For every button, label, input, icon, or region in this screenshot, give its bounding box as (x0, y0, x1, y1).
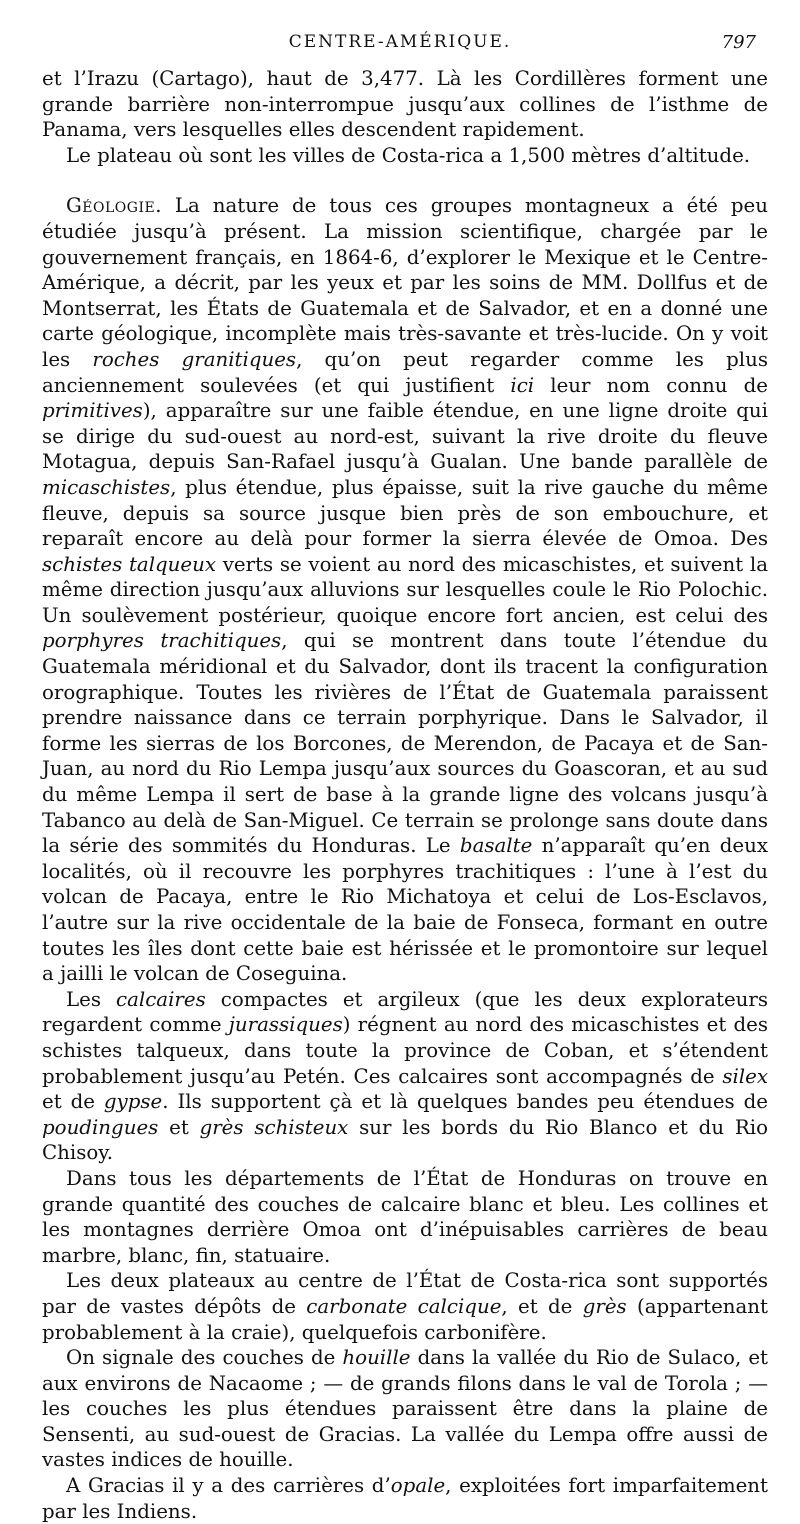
italic-term: silex (722, 1064, 768, 1088)
text-run: A Gracias il y a des carrières d’ (66, 1474, 391, 1498)
paragraph-houille (42, 1345, 768, 1473)
paragraph-irazu (42, 66, 768, 143)
paragraph-calcaires (42, 987, 768, 1166)
text-run: Les deux plateaux au centre de l’État de Costa-rica sont supportés par de vastes dépôts de (42, 1269, 768, 1318)
text-run: dans la vallée du Rio de Sulaco, et aux environs de Nacaome ; — de grands filons dans le val de Torola ; — les couches les plus étendues paraissent être dans la plaine de Sensenti, au sud-ouest de Gracias. La vallée du Lempa offre aussi de vastes indices de houille. (42, 1346, 768, 1472)
text-run: Dans tous les départements de l’État de Honduras on trouve en grande quantité des couches de calcaire blanc et bleu. Les collines et les montagnes derrière Omoa ont d’inépuisables carrières de beau marbre, blanc, fin, statuaire. (42, 1166, 768, 1267)
italic-term: porphyres trachitiques (42, 629, 282, 653)
italic-term: basalte (459, 834, 533, 858)
italic-term: roches granitiques (92, 347, 297, 371)
italic-term: houille (342, 1346, 411, 1370)
text-run: Les (66, 987, 117, 1011)
text-run: Le plateau où sont les villes de Costa-rica a 1,500 mètres d’altitude. (66, 143, 751, 167)
paragraph-geologie (42, 193, 768, 986)
page-number: 797 (721, 32, 756, 53)
italic-term: poudingues (42, 1115, 159, 1139)
italic-term: opale (390, 1474, 446, 1498)
text-run: verts se voient au nord des micaschistes, et suivent la même direction jusqu’aux alluvions sur lesquelles coule le Rio Polochic. Un soulèvement postérieur, quoique encore fort ancien, est celui des (42, 552, 768, 627)
text-run: La nature de tous ces groupes montagneux a été peu étudiée jusqu’à présent. La mission scientifique, chargée par le gouvernement français, en 1864-6, d’explorer le Mexique et le Centre-Amérique, a décrit, par les yeux et par les soins de MM. Dollfus et de Montserrat, les États de Guatemala et de Salvador, et en a donné une carte géologique, incomplète mais très-savante et très-lucide. On y voit les (42, 194, 768, 371)
paragraph-opale (42, 1473, 768, 1524)
running-header (0, 32, 800, 56)
italic-term: carbonate calcique (306, 1294, 502, 1318)
paragraph-costa-rica (42, 1268, 768, 1345)
italic-term: calcaires (116, 987, 206, 1011)
text-run: ) régnent au nord des micaschistes et des schistes talqueux, dans toute la province de Coban, et s’étendent probablement jusqu’au Petén. Ces calcaires sont accompagnés de (42, 1013, 768, 1088)
text-run: , qu’on peut regarder comme les plus anciennement soulevées (et qui justifient (42, 347, 768, 397)
text-run: On signale des couches de (66, 1346, 343, 1370)
italic-term: gypse (103, 1090, 163, 1114)
italic-term: ici (510, 373, 535, 397)
italic-term: jurassiques (228, 1013, 343, 1037)
text-body (42, 66, 768, 1524)
italic-term: grès schisteux (199, 1115, 349, 1139)
text-run: ), apparaître sur une faible étendue, en une ligne droite qui se dirige du sud-ouest au nord-est, suivant la rive droite du fleuve Motagua, depuis San-Rafael jusqu’à Gualan. Une bande parallèle de (42, 399, 768, 474)
text-run: et l’Irazu (Cartago), haut de 3,477. Là les Cordillères forment une grande barrière non-interrompue jusqu’aux collines de l’isthme de Panama, vers lesquelles elles descendent rapidement. (42, 67, 768, 142)
text-run: , qui se montrent dans toute l’étendue du Guatemala méridional et du Salvador, dont ils tracent la configuration orographique. Toutes les rivières de l’État de Guatemala paraissent prendre naissance dans ce terrain porphyrique. Dans le Salvador, il forme les sierras de los Borcones, de Merendon, de Pacaya et de San-Juan, au nord du Rio Lempa jusqu’aux sources du Goascoran, et au sud du même Lempa il sert de base à la grande ligne des volcans jusqu’à Tabanco au delà de San-Miguel. Ce terrain se prolonge sans doute dans la série des sommités du Honduras. Le (42, 629, 768, 858)
italic-term: schistes talqueux (42, 552, 217, 576)
text-run: , et de (501, 1294, 583, 1318)
text-run: n’apparaît qu’en deux localités, où il recouvre les porphyres trachitiques : l’une à l’est du volcan de Pacaya, entre le Rio Michatoya et celui de Los-Esclavos, l’autre sur la rive occidentale de la baie de Fonseca, formant en outre toutes les îles dont cette baie est hérissée et le promontoire sur lequel a jailli le volcan de Coseguina. (42, 834, 769, 986)
text-run: et (158, 1115, 200, 1139)
text-run: et de (42, 1090, 104, 1114)
italic-term: primitives (42, 399, 143, 423)
text-run: , plus étendue, plus épaisse, suit la rive gauche du même fleuve, depuis sa source jusque bien près de son embouchure, et reparaît encore au delà pour former la sierra élevée de Omoa. Des (42, 475, 768, 551)
italic-term: micaschistes (42, 475, 171, 499)
paragraph-honduras (42, 1166, 768, 1268)
paragraph-plateau (42, 143, 768, 169)
text-run: , exploitées fort imparfaitement par les Indiens. (42, 1474, 768, 1523)
text-run: (appartenant probablement à la craie), quelquefois carbonifère. (42, 1294, 768, 1344)
italic-term: grès (582, 1294, 627, 1318)
section-label: Géologie. (66, 194, 162, 218)
running-title: CENTRE-AMÉRIQUE. (288, 32, 512, 52)
text-run: sur les bords du Rio Blanco et du Rio Chisoy. (42, 1115, 768, 1165)
text-run: leur nom connu de (534, 373, 768, 397)
text-run: . Ils supportent çà et là quelques bandes peu étendues de (162, 1090, 768, 1114)
text-run: compactes et argileux (que les deux explorateurs regardent comme (42, 987, 768, 1037)
